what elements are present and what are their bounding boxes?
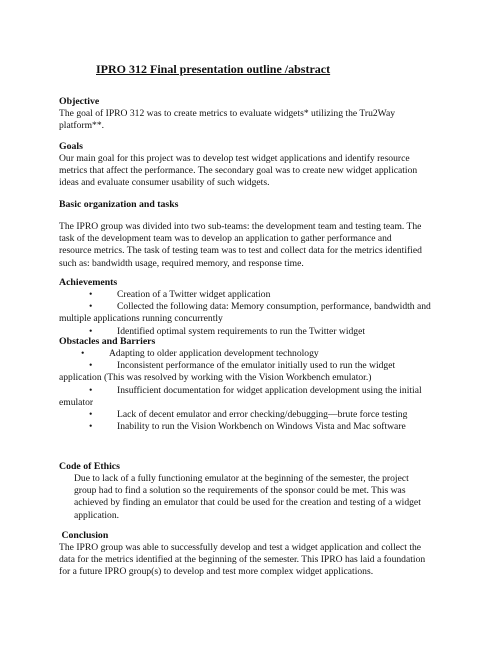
achievements-heading: Achievements	[59, 277, 118, 288]
objective-line: The goal of IPRO 312 was to create metrics to evaluate widgets* utilizing the Tru2Way	[59, 108, 396, 119]
list-item	[59, 385, 444, 397]
list-item-text: Collected the following data: Memory consumption, performance, bandwidth and	[117, 301, 431, 313]
list-item-text: emulator	[59, 396, 94, 408]
bullet-icon: •	[89, 301, 93, 313]
ethics-line: Due to lack of a fully functioning emulator at the beginning of the semester, the project	[74, 473, 409, 484]
basic-org-line: task of the development team was to develop an application to gather performance and	[59, 233, 392, 245]
list-item	[59, 301, 444, 313]
bullet-icon: •	[81, 348, 85, 359]
list-item-text: Insufficient documentation for widget application development using the initial	[117, 384, 422, 396]
bullet-icon: •	[89, 325, 93, 337]
conclusion-line: data for the metrics identified at the beginning of the semester. This IPRO has laid a foundation	[59, 554, 426, 566]
obstacles-list	[59, 348, 444, 433]
ethics-heading: Code of Ethics	[59, 461, 120, 472]
list-item	[59, 348, 444, 360]
basic-org-section	[59, 221, 444, 270]
title-text: Final presentation outline /abstract	[147, 62, 331, 76]
objective-heading: Objective	[59, 96, 100, 107]
basic-org-line: The IPRO group was divided into two sub-teams: the development team and testing team. The	[59, 221, 422, 232]
list-item	[59, 289, 444, 301]
list-item-text: Lack of decent emulator and error checking/debugging—brute force testing	[117, 409, 408, 421]
title-course: IPRO 312	[96, 62, 147, 76]
list-item-text: Inability to run the Vision Workbench on Windows Vista and Mac software	[117, 421, 406, 433]
goals-line: ideas and evaluate consumer usability of such widgets.	[59, 177, 270, 189]
list-item-continuation	[59, 372, 444, 384]
obstacles-section	[59, 336, 444, 433]
list-item-text: Creation of a Twitter widget application	[117, 289, 271, 300]
list-item	[59, 421, 444, 433]
bullet-icon: •	[89, 360, 93, 372]
document-title	[96, 62, 330, 77]
basic-org-heading-block	[59, 199, 444, 211]
bullet-icon: •	[89, 289, 93, 300]
list-item-text: Inconsistent performance of the emulator initially used to run the widget	[117, 360, 396, 372]
list-item	[59, 409, 444, 421]
list-item-text: Identified optimal system requirements to run the Twitter widget	[117, 325, 365, 337]
bullet-icon: •	[89, 409, 93, 421]
basic-org-line: resource metrics. The task of testing team was to test and collect data for the metrics identified	[59, 245, 422, 257]
list-item-text: application (This was resolved by working with the Vision Workbench emulator.)	[59, 372, 372, 384]
basic-org-heading: Basic organization and tasks	[59, 199, 179, 210]
objective-line: platform**.	[59, 120, 105, 132]
bullet-icon: •	[89, 421, 93, 433]
objective-section	[59, 96, 444, 132]
basic-org-line: such as: bandwidth usage, required memory, and response time.	[59, 257, 304, 269]
goals-heading: Goals	[59, 141, 83, 152]
list-item-continuation	[59, 397, 444, 409]
list-item-continuation	[59, 313, 444, 325]
conclusion-line: The IPRO group was able to successfully develop and test a widget application and collect the	[59, 542, 422, 553]
conclusion-section	[59, 530, 444, 579]
list-item-text: Adapting to older application development technology	[109, 348, 319, 359]
conclusion-heading: Conclusion	[59, 530, 109, 541]
goals-line: Our main goal for this project was to develop test widget applications and identify resource	[59, 153, 410, 164]
list-item-text: multiple applications running concurrently	[59, 313, 223, 325]
achievements-section	[59, 277, 444, 338]
obstacles-heading: Obstacles and Barriers	[59, 336, 156, 347]
goals-line: metrics that affect the performance. The secondary goal was to create new widget application	[59, 165, 418, 177]
ethics-line: achieved by finding an emulator that could be used for the creation and testing of a widget	[74, 497, 421, 509]
bullet-icon: •	[89, 384, 93, 396]
ethics-section	[59, 461, 444, 522]
ethics-line: application.	[74, 509, 120, 521]
achievements-list	[59, 289, 444, 338]
conclusion-line: for a future IPRO group(s) to develop and test more complex widget applications.	[59, 566, 374, 578]
ethics-line: group had to find a solution so the requirements of the sponsor could be met. This was	[74, 485, 406, 497]
goals-section	[59, 141, 444, 190]
list-item	[59, 360, 444, 372]
